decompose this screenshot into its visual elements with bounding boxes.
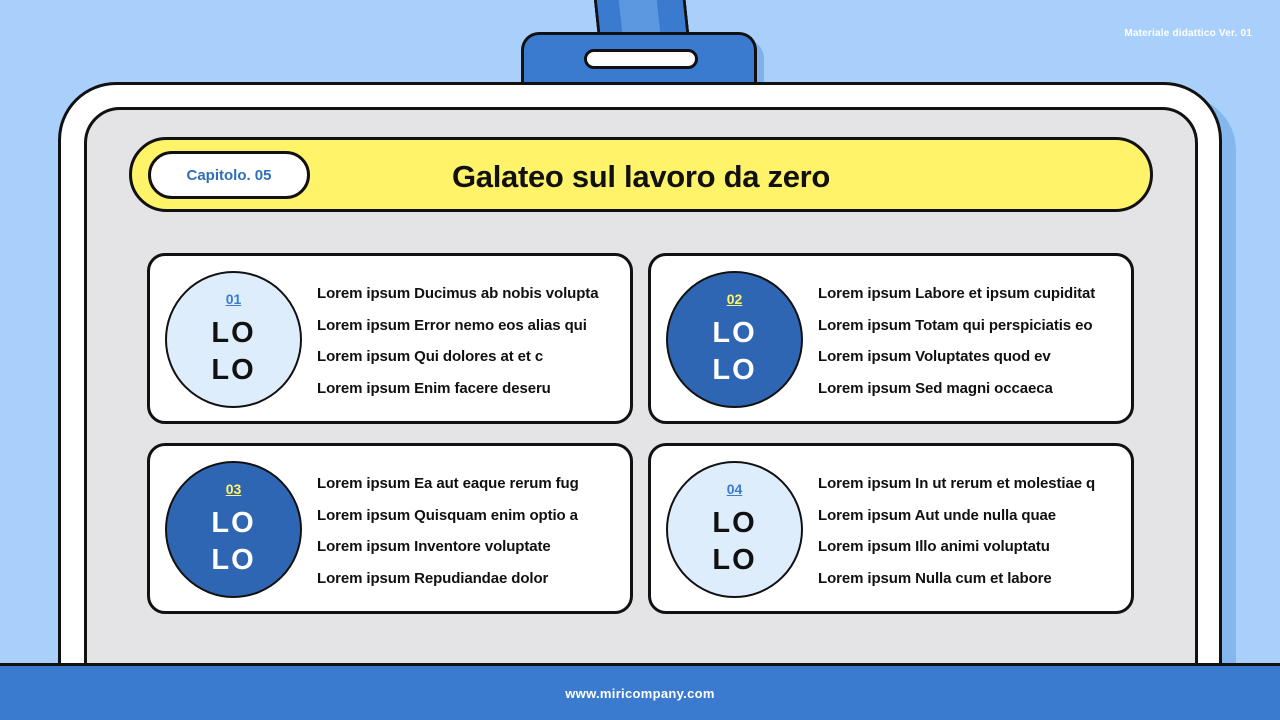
content-card-04 (648, 443, 1134, 614)
list-item: Lorem ipsum Quisquam enim optio a (317, 506, 578, 524)
list-item: Lorem ipsum Ducimus ab nobis volupta (317, 285, 599, 302)
badge-clip-slot (584, 49, 698, 69)
list-item: Lorem ipsum Nulla cum et labore (818, 569, 1052, 587)
content-card-03 (147, 443, 633, 614)
card-text-list (317, 284, 622, 410)
chapter-pill: Capitolo. 05 (148, 151, 310, 199)
content-card-01 (147, 253, 633, 424)
list-item: Lorem ipsum Ea aut eaque rerum fug (317, 475, 579, 492)
logo-text-line: LO (211, 507, 256, 539)
version-label: Materiale didattico Ver. 01 (1124, 28, 1252, 39)
logo-text-line: LO (712, 507, 757, 539)
logo-placeholder (167, 505, 300, 579)
logo-circle (666, 271, 803, 408)
list-item: Lorem ipsum In ut rerum et molestiae q (818, 475, 1096, 492)
card-text-list (818, 474, 1123, 600)
card-number: 01 (225, 291, 242, 307)
list-item: Lorem ipsum Enim facere deseru (317, 379, 551, 397)
logo-placeholder (668, 315, 801, 389)
list-item: Lorem ipsum Voluptates quod ev (818, 348, 1051, 365)
list-item: Lorem ipsum Totam qui perspiciatis eo (818, 316, 1093, 334)
logo-text-line: LO (211, 317, 256, 349)
lanyard-strap-highlight (618, 0, 661, 36)
list-item: Lorem ipsum Qui dolores at et c (317, 348, 544, 365)
list-item: Lorem ipsum Error nemo eos alias qui (317, 316, 587, 334)
list-item: Lorem ipsum Repudiandae dolor (317, 569, 549, 587)
list-item: Lorem ipsum Aut unde nulla quae (818, 506, 1057, 524)
logo-text-line: LO (211, 544, 256, 576)
logo-circle (666, 461, 803, 598)
card-number: 02 (726, 291, 743, 307)
page-title: Galateo sul lavoro da zero (451, 159, 831, 194)
logo-text-line: LO (712, 317, 757, 349)
logo-circle (165, 271, 302, 408)
logo-text-line: LO (712, 354, 757, 386)
card-number: 03 (225, 481, 242, 497)
logo-placeholder (668, 505, 801, 579)
logo-placeholder (167, 315, 300, 389)
card-text-list (317, 474, 622, 600)
list-item: Lorem ipsum Sed magni occaeca (818, 379, 1053, 397)
card-text-list (818, 284, 1123, 410)
list-item: Lorem ipsum Inventore voluptate (317, 538, 551, 555)
content-card-02 (648, 253, 1134, 424)
footer-url: www.miricompany.com (565, 685, 715, 701)
list-item: Lorem ipsum Illo animi voluptatu (818, 538, 1050, 555)
footer-bar (0, 663, 1280, 720)
header-banner (129, 137, 1153, 212)
card-number: 04 (726, 481, 743, 497)
logo-circle (165, 461, 302, 598)
logo-text-line: LO (211, 354, 256, 386)
logo-text-line: LO (712, 544, 757, 576)
list-item: Lorem ipsum Labore et ipsum cupiditat (818, 285, 1096, 302)
